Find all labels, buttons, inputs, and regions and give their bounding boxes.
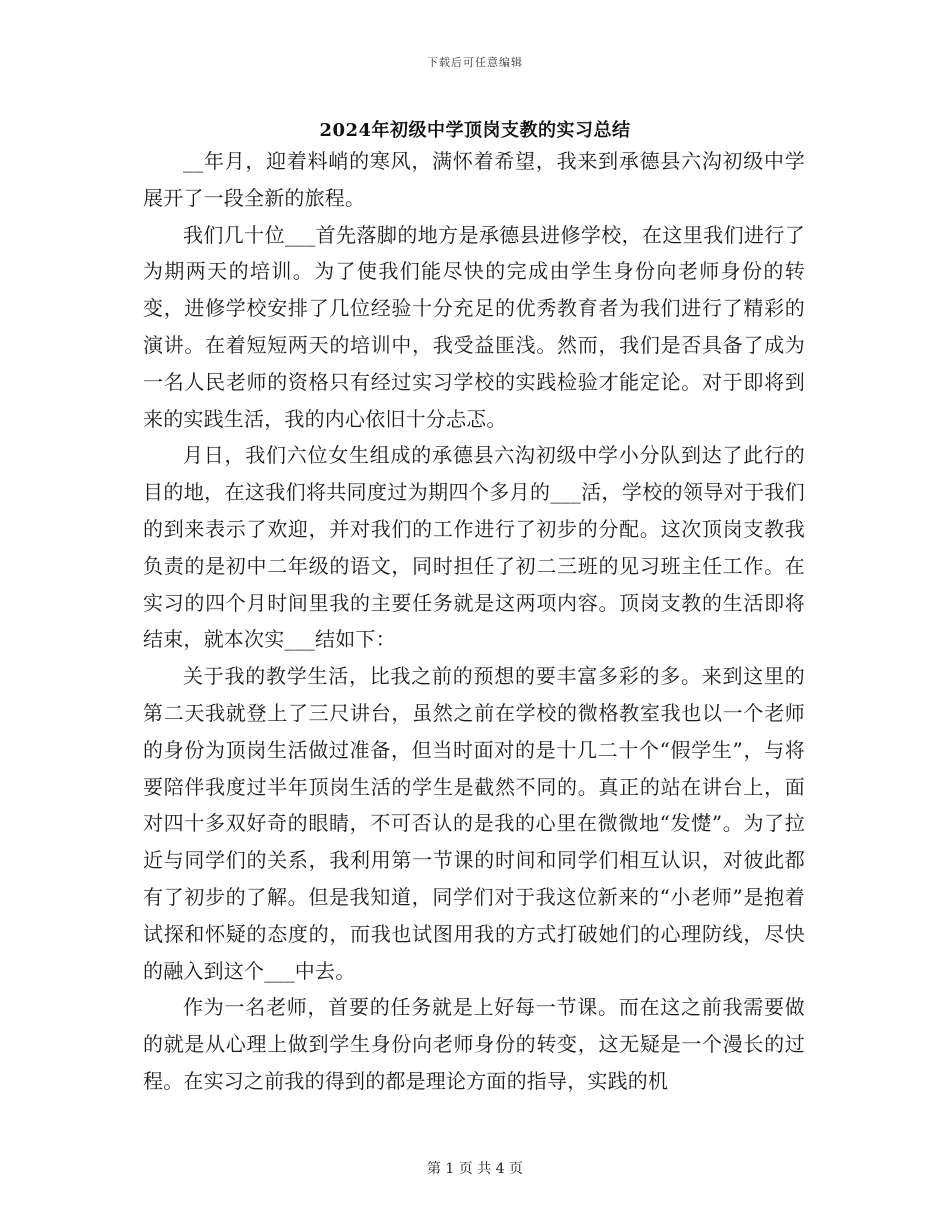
header-note: 下载后可任意编辑 bbox=[427, 56, 523, 69]
paragraph: 关于我的教学生活，比我之前的预想的要丰富多彩的多。来到这里的第二天我就登上了三尺讲台，虽然之前在学校的微格教室我也以一个老师的身份为顶岗生活做过准备，但当时面对的是十几二十个“假学生”，与将要陪伴我度过半年顶岗生活的学生是截然不同的。真正的站在讲台上，面对四十多双好奇的眼睛，不可否认的是我的心里在微微地“发憷”。为了拉近与同学们的关系，我利用第一节课的时间和同学们相互认识，对彼此都有了初步的了解。但是我知道，同学们对于我这位新来的“小老师”是抱着试探和怀疑的态度的，而我也试图用我的方式打破她们的心理防线，尽快的融入到这个___中去。 bbox=[143, 664, 805, 983]
paragraph: __年月，迎着料峭的寒风，满怀着希望，我来到承德县六沟初级中学展开了一段全新的旅程。 bbox=[143, 149, 805, 210]
document-title: 2024年初级中学顶岗支教的实习总结 bbox=[319, 120, 631, 141]
paragraph: 作为一名老师，首要的任务就是上好每一节课。而在这之前我需要做的就是从心理上做到学生身份向老师身份的转变，这无疑是一个漫长的过程。在实习之前我的得到的都是理论方面的指导，实践的机 bbox=[143, 995, 805, 1093]
paragraph: 月日，我们六位女生组成的承德县六沟初级中学小分队到达了此行的目的地，在这我们将共同度过为期四个多月的___活，学校的领导对于我们的到来表示了欢迎，并对我们的工作进行了初步的分配。这次顶岗支教我负责的是初中二年级的语文，同时担任了初二三班的见习班主任工作。在实习的四个月时间里我的主要任务就是这两项内容。顶岗支教的生活即将结束，就本次实___结如下： bbox=[143, 443, 805, 652]
document-body bbox=[143, 143, 805, 1100]
page-number-footer: 第 1 页 共 4 页 bbox=[426, 1161, 524, 1177]
paragraph: 我们几十位___首先落脚的地方是承德县进修学校，在这里我们进行了为期两天的培训。为了使我们能尽快的完成由学生身份向老师身份的转变，进修学校安排了几位经验十分充足的优秀教育者为我们进行了精彩的演讲。在着短短两天的培训中，我受益匪浅。然而，我们是否具备了成为一名人民老师的资格只有经过实习学校的实践检验才能定论。对于即将到来的实践生活，我的内心依旧十分忐忑。 bbox=[143, 222, 805, 431]
